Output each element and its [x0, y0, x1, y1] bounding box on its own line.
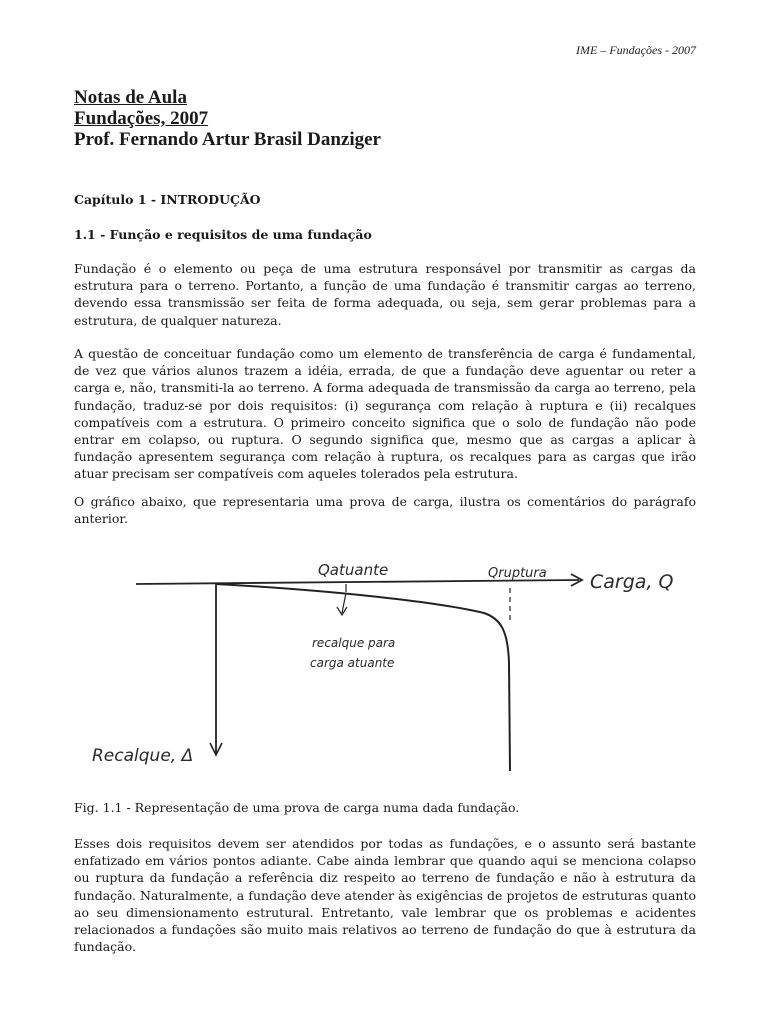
load-test-figure	[74, 543, 696, 783]
title-block	[74, 87, 381, 150]
label-recalque-axis: Recalque, Δ	[92, 746, 194, 766]
label-q-ruptura: Qruptura	[488, 566, 547, 581]
load-settlement-curve	[216, 584, 510, 771]
recalque-pointer-arrow	[337, 593, 347, 615]
paragraph-conclusion: Esses dois requisitos devem ser atendidos por todas as fundações, e o assunto será bastante enfatizado em vários pontos adiante. Cabe ainda lembrar que quando aqui se menciona colapso ou ruptura da fundação a referência diz respeito ao terreno de fundação e não à estrutura da fundação. Naturalmente, a fundação deve atender às exigências de projetos de estruturas quanto ao seu dimensionamento estrutural. Entretanto, vale lembrar que os problemas e acidentes relacionados a fundações são muito mais relativos ao terreno de fundação do que à estrutura da fundação.	[74, 836, 696, 955]
label-carga: Carga, Q	[590, 571, 674, 593]
running-header: IME – Fundações - 2007	[576, 43, 696, 57]
label-recalque-line2: carga atuante	[310, 656, 395, 670]
chapter-heading: Capítulo 1 - INTRODUÇÃO	[74, 192, 261, 207]
title-line-course-notes: Notas de Aula	[74, 87, 187, 108]
title-line-course: Fundações, 2007	[74, 108, 209, 129]
paragraph-requirements: A questão de conceituar fundação como um elemento de transferência de carga é fundamental, de vez que vários alunos trazem a idéia, errada, de que a fundação deve aguentar ou reter a carga e, não, transmiti-la ao terreno. A forma adequada de transmissão da carga ao terreno, pela fundação, traduz-se por dois requisitos: (i) segurança com relação à ruptura e (ii) recalques compatíveis com a estrutura. O primeiro conceito significa que o solo de fundação não pode entrar em colapso, ou ruptura. O segundo significa que, mesmo que as cargas a aplicar à fundação apresentem segurança com relação à ruptura, os recalques para as cargas que irão atuar precisam ser compatíveis com aqueles tolerados pela estrutura.	[74, 346, 696, 482]
load-settlement-sketch	[74, 543, 696, 783]
paragraph-graph-intro: O gráfico abaixo, que representaria uma prova de carga, ilustra os comentários do parágrafo anterior.	[74, 494, 696, 527]
paragraph-definition: Fundação é o elemento ou peça de uma estrutura responsável por transmitir as cargas da estrutura para o terreno. Portanto, a função de uma fundação é transmitir cargas ao terreno, devendo essa transmissão ser feita de forma adequada, ou seja, sem gerar problemas para a estrutura, de qualquer natureza.	[74, 261, 696, 328]
label-q-atuante: Qatuante	[318, 561, 389, 579]
figure-caption: Fig. 1.1 - Representação de uma prova de carga numa dada fundação.	[74, 800, 520, 815]
label-recalque-line1: recalque para	[312, 636, 396, 650]
title-line-author: Prof. Fernando Artur Brasil Danziger	[74, 129, 381, 150]
section-heading: 1.1 - Função e requisitos de uma fundação	[74, 227, 372, 242]
